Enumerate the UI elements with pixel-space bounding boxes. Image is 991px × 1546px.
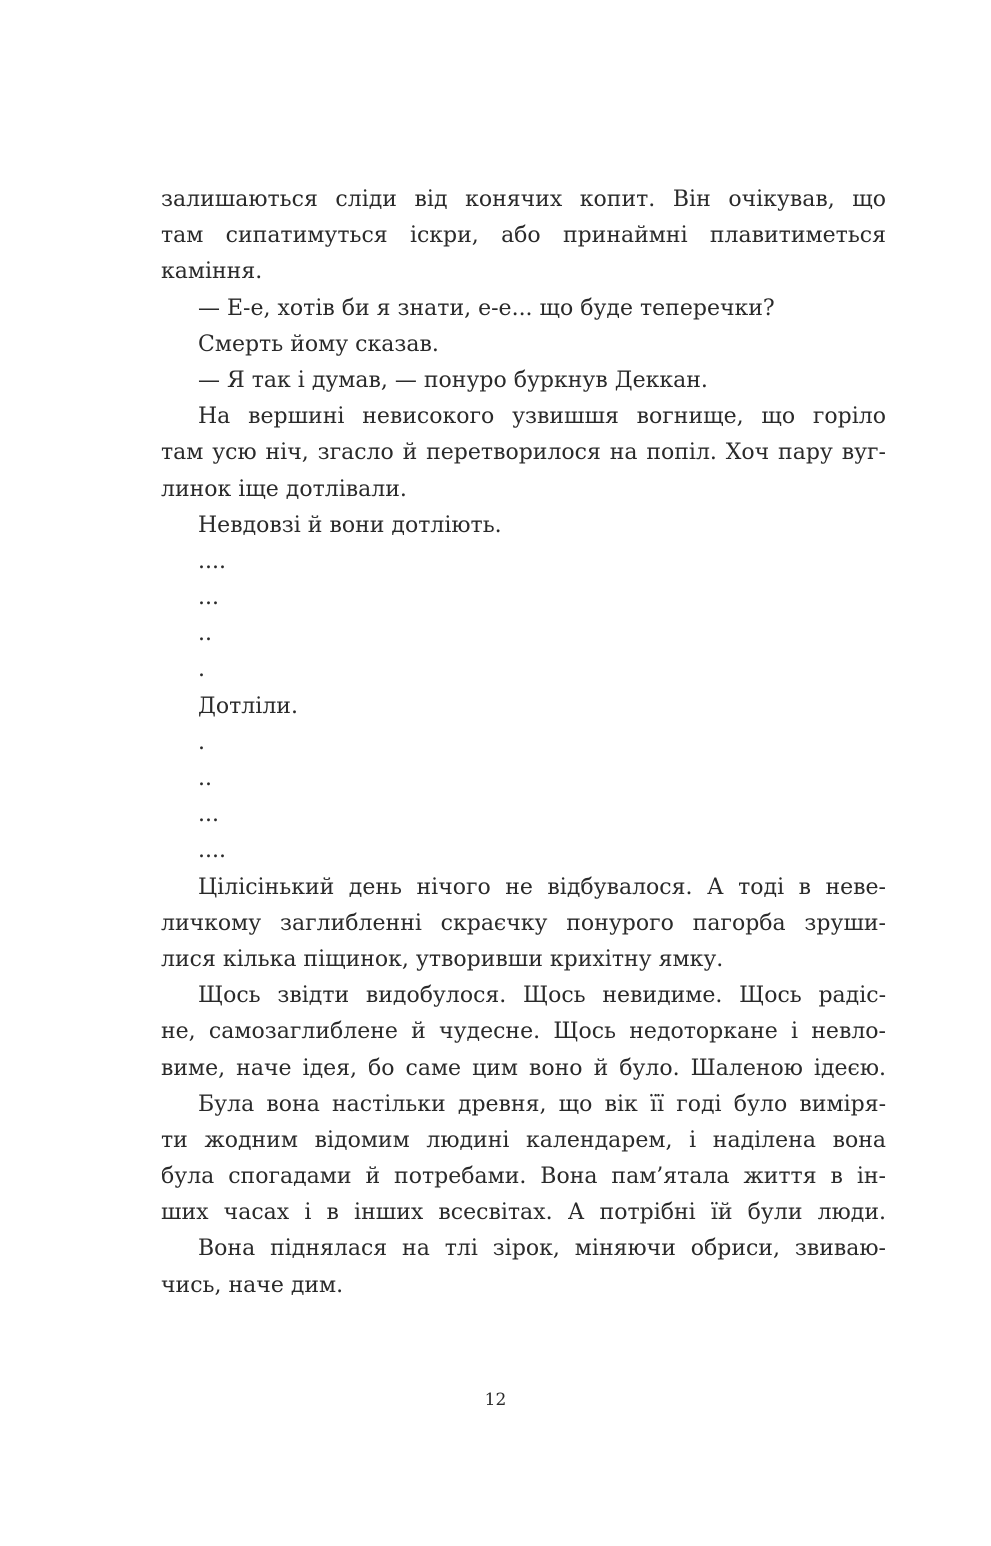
text-line: личкому заглибленні скраєчку понурого пагорба зруши- — [161, 910, 886, 936]
text-line: Дотліли. — [198, 693, 298, 719]
text-line: не, самозаглиблене й чудесне. Щось недоторкане і невло- — [161, 1019, 886, 1045]
text-line: виме, наче ідея, бо саме цим воно й було. Шаленою ідеєю. — [161, 1055, 886, 1081]
text-line: . — [198, 657, 205, 683]
text-line: ших часах і в інших всесвітах. А потрібні їй були люди. — [161, 1200, 886, 1226]
text-line: . — [198, 729, 205, 755]
text-line: Смерть йому сказав. — [198, 331, 439, 357]
text-line: .... — [198, 548, 226, 574]
text-line: .. — [198, 621, 212, 647]
text-line: — Я так і думав, — понуро буркнув Деккан. — [198, 367, 708, 393]
text-line: лися кілька піщинок, утворивши крихітну ямку. — [161, 946, 724, 972]
text-line: .... — [198, 838, 226, 864]
text-line: була спогадами й потребами. Вона пам’ятала життя в ін- — [161, 1164, 886, 1190]
text-line: там сипатимуться іскри, або принаймні плавитиметься — [161, 223, 886, 249]
text-line: ... — [198, 585, 219, 611]
text-line: — Е-е, хотів би я знати, е-е... що буде теперечки? — [198, 295, 775, 321]
text-line: Щось звідти видобулося. Щось невидиме. Щось радіс- — [198, 983, 886, 1009]
text-line: Вона піднялася на тлі зірок, міняючи обриси, звиваю- — [198, 1236, 886, 1262]
text-line: каміння. — [161, 259, 263, 285]
text-line: ... — [198, 802, 219, 828]
text-line: ти жодним відомим людині календарем, і наділена вона — [161, 1127, 886, 1153]
text-line: линок іще дотлівали. — [161, 476, 407, 502]
text-line: Невдовзі й вони дотліють. — [198, 512, 502, 538]
text-line: .. — [198, 766, 212, 791]
body-text — [161, 182, 886, 1304]
text-line: там усю ніч, згасло й перетворилося на попіл. Хоч пару вуг- — [161, 440, 886, 466]
text-line: залишаються сліди від конячих копит. Він очікував, що — [161, 187, 886, 212]
text-line: Цілісінький день нічого не відбувалося. А тоді в неве- — [198, 874, 886, 900]
text-line: чись, наче дим. — [161, 1272, 344, 1298]
text-line: Була вона настільки древня, що вік її годі було виміря- — [198, 1091, 886, 1117]
text-line: На вершині невисокого узвишшя вогнище, що горіло — [198, 404, 886, 430]
page-number: 12 — [484, 1390, 507, 1410]
